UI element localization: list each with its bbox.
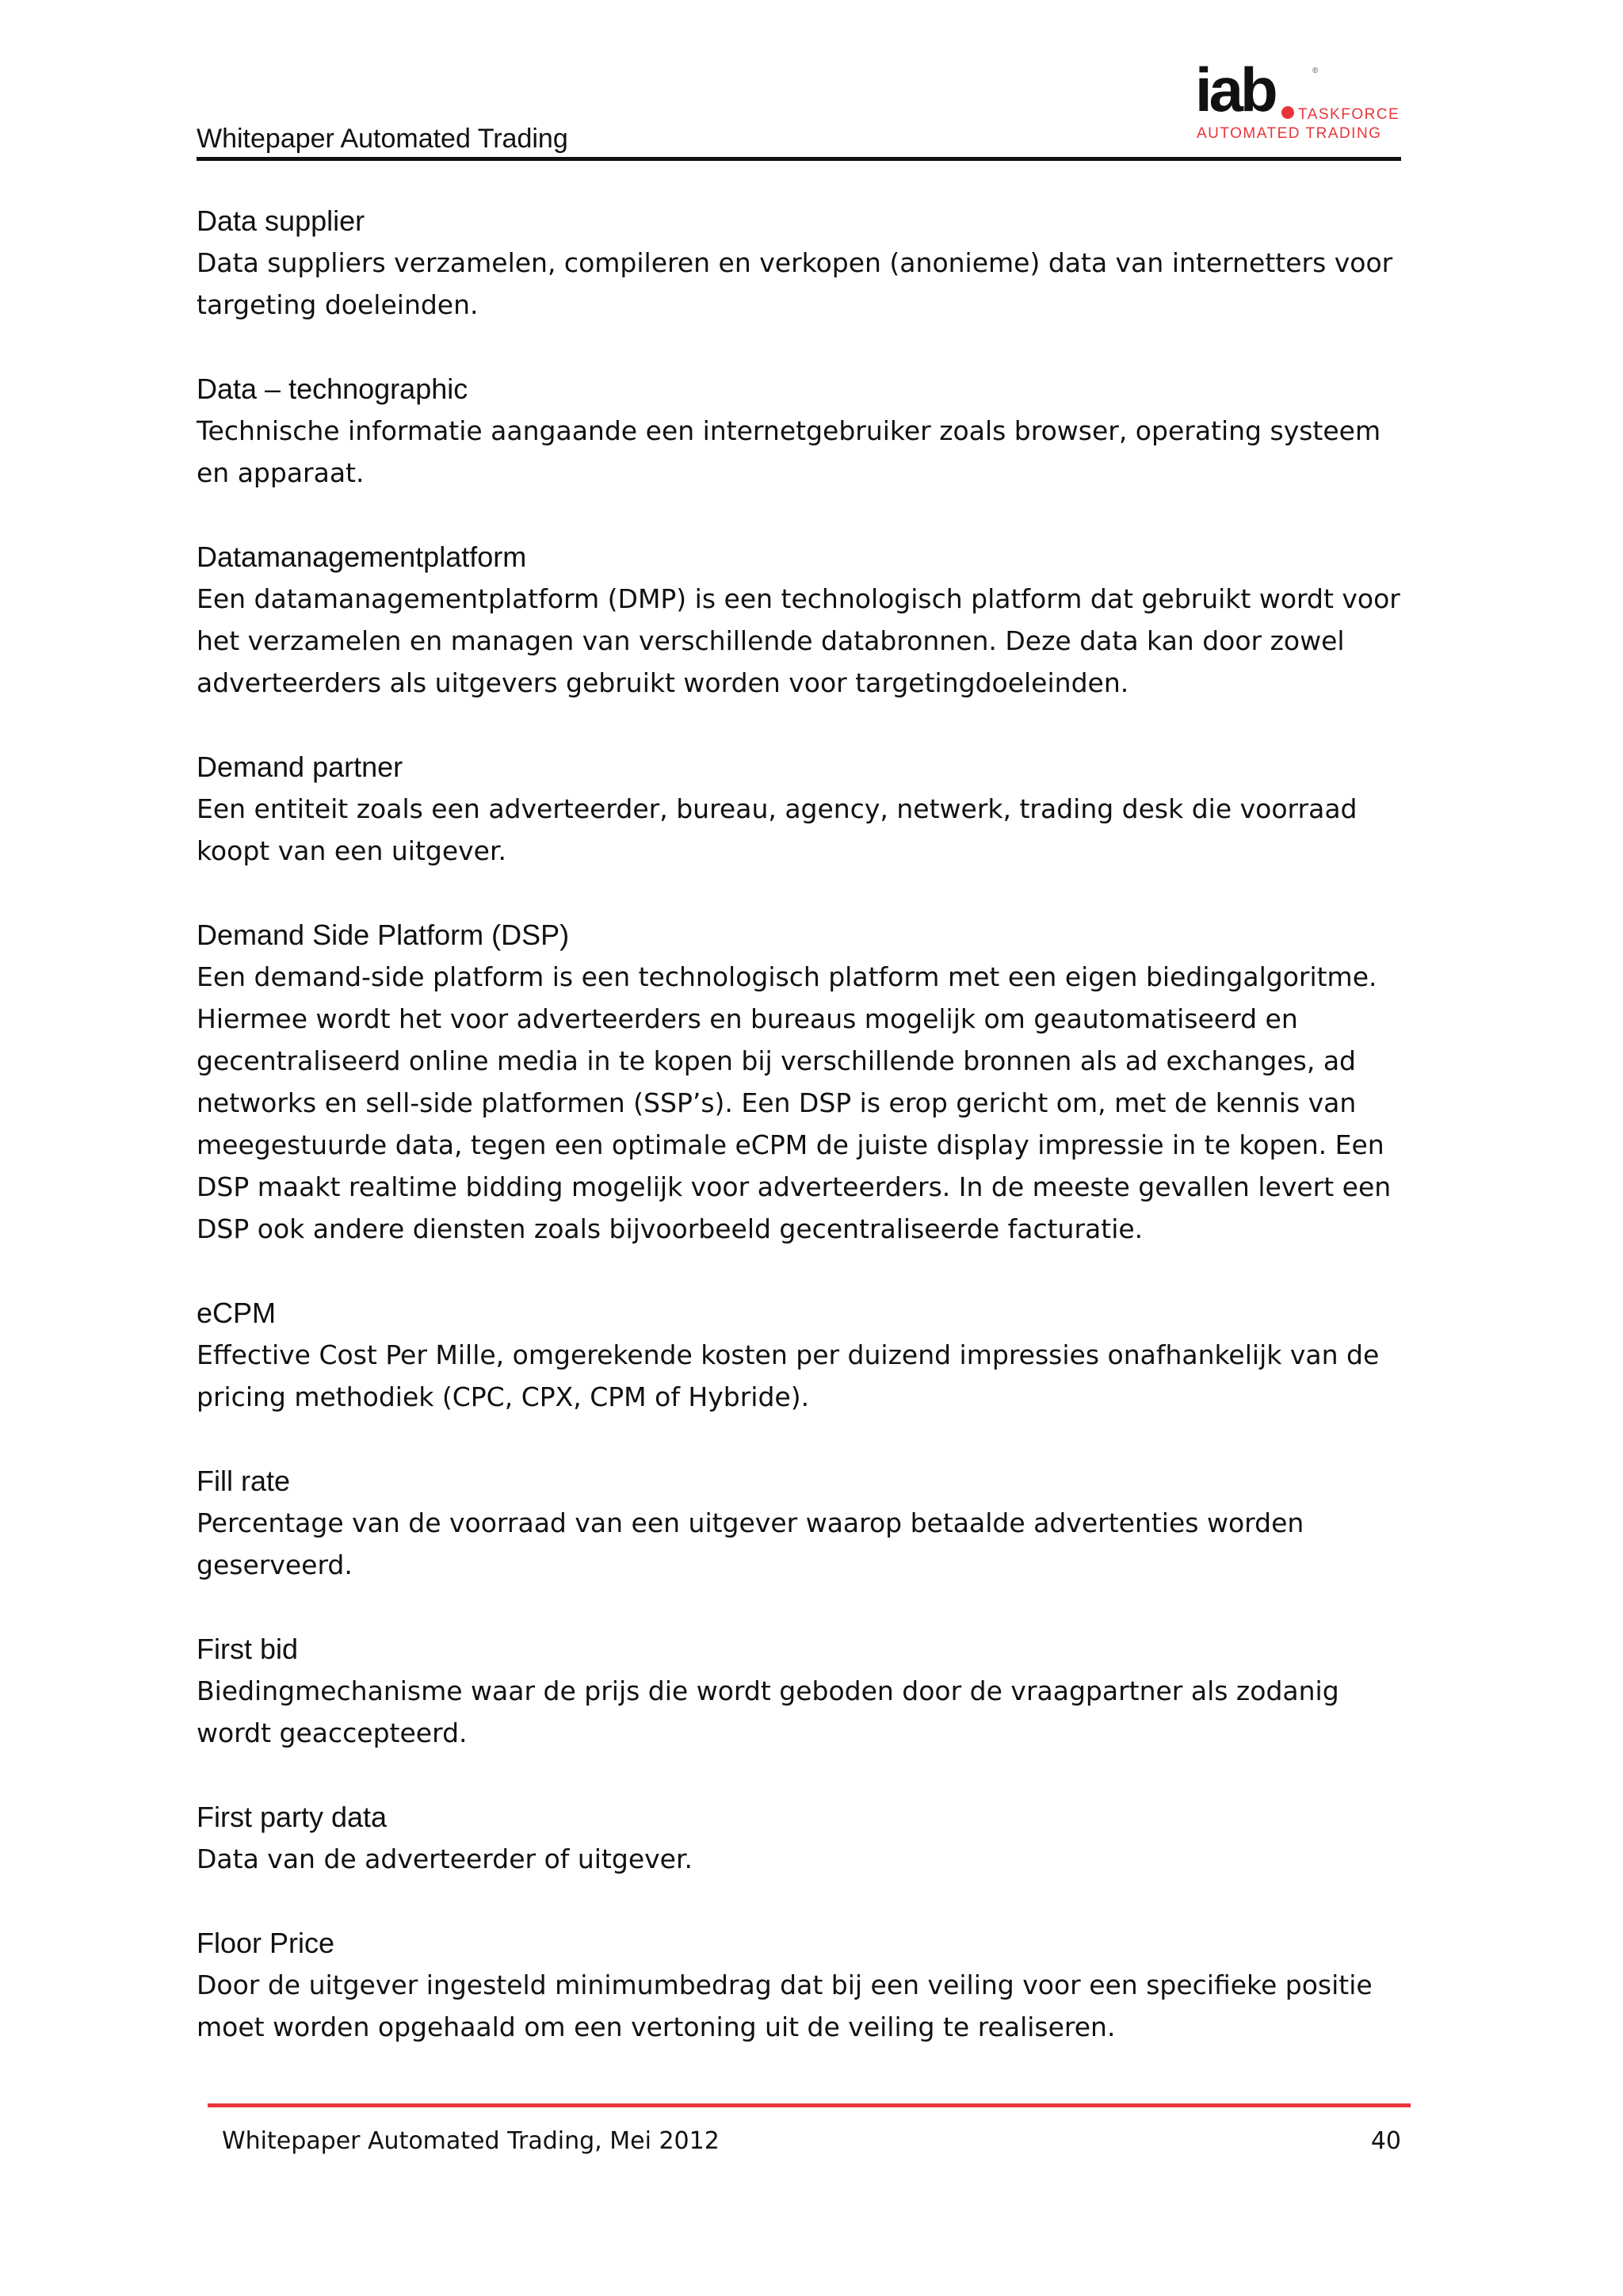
glossary-definition	[197, 1502, 1417, 1586]
definition-line: Technische informatie aangaande een internetgebruiker zoals browser, operating systeem	[197, 415, 1381, 446]
definition-line: Biedingmechanisme waar de prijs die wordt geboden door de vraagpartner als zodanig	[197, 1675, 1339, 1706]
definition-line: geserveerd.	[197, 1549, 353, 1580]
definition-line: Effective Cost Per Mille, omgerekende kosten per duizend impressies onafhankelijk van de	[197, 1339, 1380, 1370]
document-title: Whitepaper Automated Trading	[197, 124, 568, 154]
definition-line: Door de uitgever ingesteld minimumbedrag dat bij een veiling voor een specifieke positie	[197, 1969, 1373, 2000]
definition-line: Een datamanagementplatform (DMP) is een technologisch platform dat gebruikt wordt voor	[197, 583, 1400, 614]
definition-line: koopt van een uitgever.	[197, 835, 506, 866]
iab-logo	[1195, 55, 1401, 149]
glossary-definition	[197, 242, 1417, 326]
definition-line: Data van de adverteerder of uitgever.	[197, 1843, 693, 1874]
definition-line: networks en sell-side platformen (SSP’s). Een DSP is erop gericht om, met de kennis van	[197, 1087, 1357, 1118]
header-divider	[197, 157, 1401, 161]
glossary-term: Floor Price	[197, 1927, 335, 1959]
definition-line: Hiermee wordt het voor adverteerders en bureaus mogelijk om geautomatiseerd en	[197, 1003, 1298, 1034]
definition-line: DSP ook andere diensten zoals bijvoorbeeld gecentraliseerde facturatie.	[197, 1213, 1144, 1244]
logo-wordmark: iab	[1195, 55, 1275, 124]
glossary-definition	[197, 1964, 1417, 2048]
glossary-term: Fill rate	[197, 1465, 291, 1497]
glossary-entry	[197, 1796, 1417, 1880]
logo-taskforce-text: TASKFORCE	[1298, 106, 1400, 123]
glossary-entry	[197, 1460, 1417, 1586]
definition-line: meegestuurde data, tegen een optimale eCPM de juiste display impressie in te kopen. Een	[197, 1129, 1384, 1160]
page-header	[197, 55, 1401, 162]
definition-line: en apparaat.	[197, 457, 365, 488]
footer-text: Whitepaper Automated Trading, Mei 2012	[222, 2127, 720, 2155]
definition-line: Data suppliers verzamelen, compileren en verkopen (anonieme) data van internetters voor	[197, 247, 1393, 278]
glossary-entry	[197, 1628, 1417, 1754]
glossary-entry	[197, 200, 1417, 326]
glossary-term: Demand Side Platform (DSP)	[197, 919, 570, 951]
definition-line: pricing methodiek (CPC, CPX, CPM of Hybride).	[197, 1381, 810, 1412]
glossary-definition	[197, 410, 1417, 494]
definition-line: Een demand-side platform is een technologisch platform met een eigen biedingalgoritme.	[197, 961, 1377, 992]
logo-dot-icon	[1281, 106, 1294, 119]
glossary-term: First bid	[197, 1633, 299, 1665]
glossary-entry	[197, 746, 1417, 872]
glossary-definition	[197, 578, 1417, 704]
glossary-definition	[197, 1670, 1417, 1754]
glossary-definition	[197, 788, 1417, 872]
logo-automated-trading-text: AUTOMATED TRADING	[1197, 125, 1382, 142]
glossary-term: Datamanagementplatform	[197, 541, 527, 573]
definition-line: DSP maakt realtime bidding mogelijk voor adverteerders. In de meeste gevallen levert een	[197, 1171, 1392, 1202]
glossary-term: Data – technographic	[197, 372, 468, 405]
definition-line: targeting doeleinden.	[197, 289, 479, 320]
glossary-definition	[197, 956, 1417, 1250]
glossary-entry	[197, 914, 1417, 1250]
glossary-entry	[197, 1292, 1417, 1418]
glossary-term: Demand partner	[197, 751, 403, 783]
definition-line: het verzamelen en managen van verschillende databronnen. Deze data kan door zowel	[197, 625, 1345, 656]
definition-line: wordt geaccepteerd.	[197, 1717, 468, 1748]
glossary-term: Data supplier	[197, 204, 365, 237]
page-number: 40	[1370, 2127, 1401, 2155]
definition-line: moet worden opgehaald om een vertoning uit de veiling te realiseren.	[197, 2011, 1116, 2042]
glossary-term: eCPM	[197, 1297, 277, 1329]
logo-trademark: ®	[1312, 67, 1319, 75]
glossary-list	[197, 200, 1417, 2090]
glossary-entry	[197, 1922, 1417, 2048]
glossary-definition	[197, 1334, 1417, 1418]
definition-line: Percentage van de voorraad van een uitgever waarop betaalde advertenties worden	[197, 1507, 1304, 1538]
definition-line: adverteerders als uitgevers gebruikt worden voor targetingdoeleinden.	[197, 667, 1129, 698]
definition-line: Een entiteit zoals een adverteerder, bureau, agency, netwerk, trading desk die voorraad	[197, 793, 1358, 824]
footer-divider	[208, 2103, 1411, 2107]
glossary-definition	[197, 1838, 1417, 1880]
glossary-entry	[197, 368, 1417, 494]
glossary-entry	[197, 536, 1417, 704]
glossary-term: First party data	[197, 1801, 388, 1833]
definition-line: gecentraliseerd online media in te kopen bij verschillende bronnen als ad exchanges, ad	[197, 1045, 1357, 1076]
